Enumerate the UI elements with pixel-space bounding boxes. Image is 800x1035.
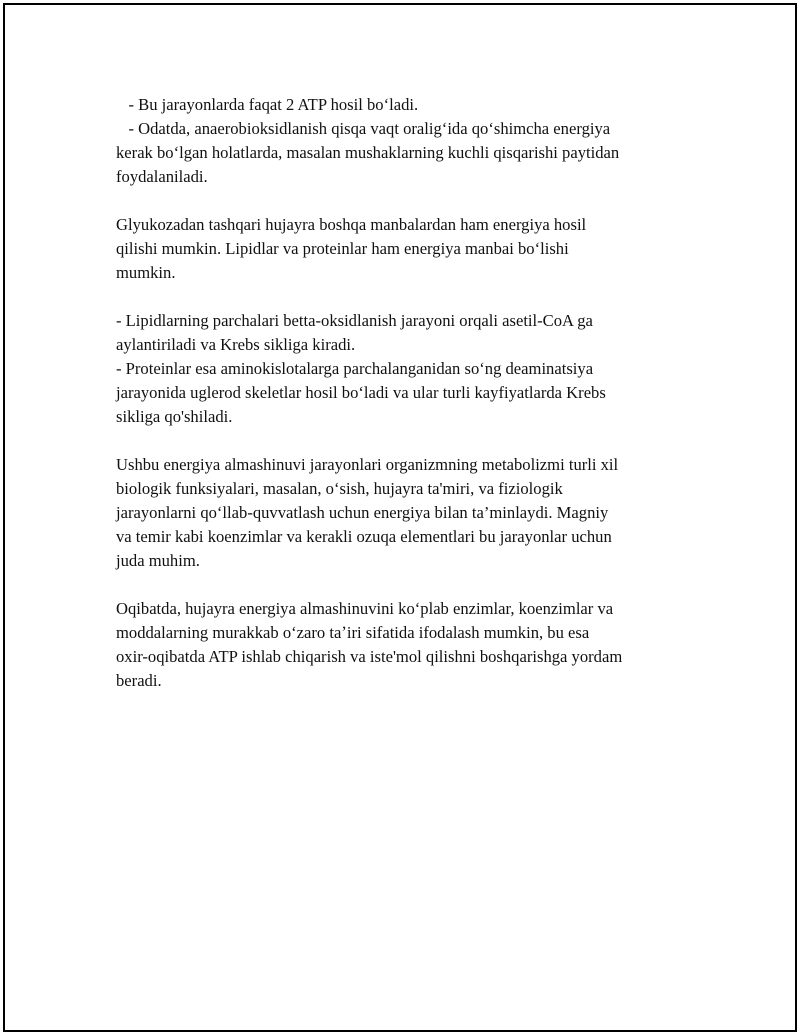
text-line: jarayonlarni qoʻllab-quvvatlash uchun energiya bilan ta’minlaydi. Magniy (116, 503, 609, 522)
text-line: Ushbu energiya almashinuvi jarayonlari organizmning metabolizmi turli xil (116, 455, 619, 474)
text-line: juda muhim. (116, 551, 200, 570)
text-line: - Bu jarayonlarda faqat 2 ATP hosil boʻladi. (116, 95, 419, 114)
document-body (116, 93, 696, 717)
text-line: - Odatda, anaerobioksidlanish qisqa vaqt oraligʻida qoʻshimcha energiya (116, 119, 611, 138)
text-line: beradi. (116, 671, 162, 690)
text-line: jarayonida uglerod skeletlar hosil boʻladi va ular turli kayfiyatlarda Krebs (116, 383, 606, 402)
text-line: - Proteinlar esa aminokislotalarga parchalanganidan soʻng deaminatsiya (116, 359, 594, 378)
paragraph-4 (116, 453, 696, 573)
text-line: kerak boʻlgan holatlarda, masalan mushaklarning kuchli qisqarishi paytidan (116, 143, 620, 162)
text-line: foydalaniladi. (116, 167, 208, 186)
text-line: biologik funksiyalari, masalan, oʻsish, hujayra ta'miri, va fiziologik (116, 479, 563, 498)
paragraph-3 (116, 309, 696, 429)
text-line: sikliga qo'shiladi. (116, 407, 233, 426)
text-line: qilishi mumkin. Lipidlar va proteinlar ham energiya manbai boʻlishi (116, 239, 569, 258)
paragraph-5 (116, 597, 696, 693)
text-line: va temir kabi koenzimlar va kerakli ozuqa elementlari bu jarayonlar uchun (116, 527, 612, 546)
text-line: Glyukozadan tashqari hujayra boshqa manbalardan ham energiya hosil (116, 215, 587, 234)
text-line: moddalarning murakkab oʻzaro taʼiri sifatida ifodalash mumkin, bu esa (116, 623, 590, 642)
text-line: oxir-oqibatda ATP ishlab chiqarish va iste'mol qilishni boshqarishga yordam (116, 647, 623, 666)
paragraph-1 (116, 93, 696, 189)
text-line: Oqibatda, hujayra energiya almashinuvini koʻplab enzimlar, koenzimlar va (116, 599, 614, 618)
text-line: aylantiriladi va Krebs sikliga kiradi. (116, 335, 356, 354)
paragraph-2 (116, 213, 696, 285)
text-line: mumkin. (116, 263, 176, 282)
text-line: - Lipidlarning parchalari betta-oksidlanish jarayoni orqali asetil-CoA ga (116, 311, 593, 330)
